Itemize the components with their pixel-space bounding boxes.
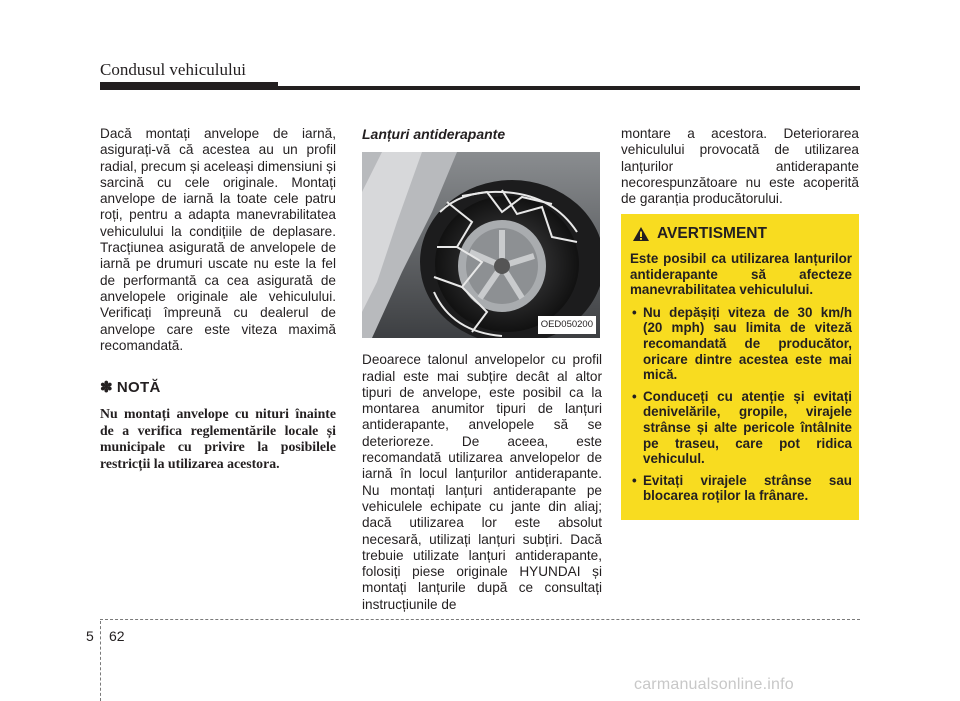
warning-box xyxy=(621,212,859,520)
warning-triangle-icon xyxy=(632,226,650,242)
header-rule xyxy=(100,86,860,90)
warning-title: AVERTISMENT xyxy=(657,225,767,243)
winter-tires-paragraph: Dacă montați anvelope de iarnă, asigurați-vă că acestea au un profil radial, precum și aceleași dimensiuni și sarcină cu cele originale. Montați anvelope de iarnă la toate cele patru roți, pentru a adapta manevrabilitatea vehiculului la condițiile de deplasare. Tracțiunea asigurată de anvelopele de iarnă pe drumuri uscate nu este la fel de performantă ca cea asigurată de anvelopele originale ale vehiculului. Verificați împreună cu dealerul de anvelope care este viteza maximă recomandată. xyxy=(100,126,336,353)
figure-code: OED050200 xyxy=(538,316,596,334)
warning-item: • Conduceți cu atenție și evitați denivelările, gropile, virajele strânse și alte pericole întâlnite pe traseu, care pot ridica vehiculul. xyxy=(632,388,852,467)
chapter-number: 5 xyxy=(86,628,94,644)
warning-item: • Evitați virajele strânse sau blocarea roților la frânare. xyxy=(632,472,852,504)
snow-chains-paragraph: Deoarece talonul anvelopelor cu profil radial este mai subțire decât al altor tipuri de anvelope, este posibil ca la montarea anumitor tipuri de lanțuri antiderapante, anvelopele să se deterioreze. De aceea, este recomandată utilizarea anvelopelor de iarnă în locul lanțurilor antiderapante. Nu montați lanțuri antiderapante pe vehiculele echipate cu jante din aliaj; dacă utilizarea lor este absolut necesară, utilizați lanțuri subțiri. Dacă trebuie utilizate lanțuri antiderapante, folosiți piese originale HYUNDAI și montați lanțurile după ce consultați instrucțiunile de xyxy=(362,352,602,612)
footer-vertical-divider xyxy=(100,621,101,701)
warning-heading xyxy=(630,226,852,242)
footer-divider xyxy=(100,619,860,620)
tire-with-chain-image xyxy=(362,152,600,338)
snow-chain-illustration xyxy=(362,152,600,338)
column-1 xyxy=(100,126,336,472)
note-star-icon: ✽ xyxy=(100,379,113,397)
watermark: carmanualsonline.info xyxy=(634,676,794,693)
page-header-title: Condusul vehiculului xyxy=(100,60,246,79)
note-text: Nu montați anvelope cu nituri înainte de a verifica reglementările locale și municipale cu privire la posibilele restricții la utilizarea acestora. xyxy=(100,406,336,471)
snow-chains-heading: Lanțuri antiderapante xyxy=(362,126,506,142)
warning-intro: Este posibil ca utilizarea lanțurilor antiderapante să afecteze manevrabilitatea vehiculului. xyxy=(630,251,852,298)
note-title: NOTĂ xyxy=(116,379,161,397)
warranty-paragraph: montare a acestora. Deteriorarea vehiculului provocată de utilizarea lanțurilor antiderapante necorespunzătoare nu este acoperită de garanția producătorului. xyxy=(621,126,859,207)
column-3 xyxy=(621,126,859,207)
warning-list xyxy=(630,305,852,504)
page-number: 62 xyxy=(109,628,125,644)
note-heading xyxy=(100,380,336,396)
warning-item: • Nu depășiți viteza de 30 km/h (20 mph) sau limita de viteză recomandată de producător, oricare dintre acestea este mai mică. xyxy=(632,304,852,383)
column-2 xyxy=(362,126,602,613)
